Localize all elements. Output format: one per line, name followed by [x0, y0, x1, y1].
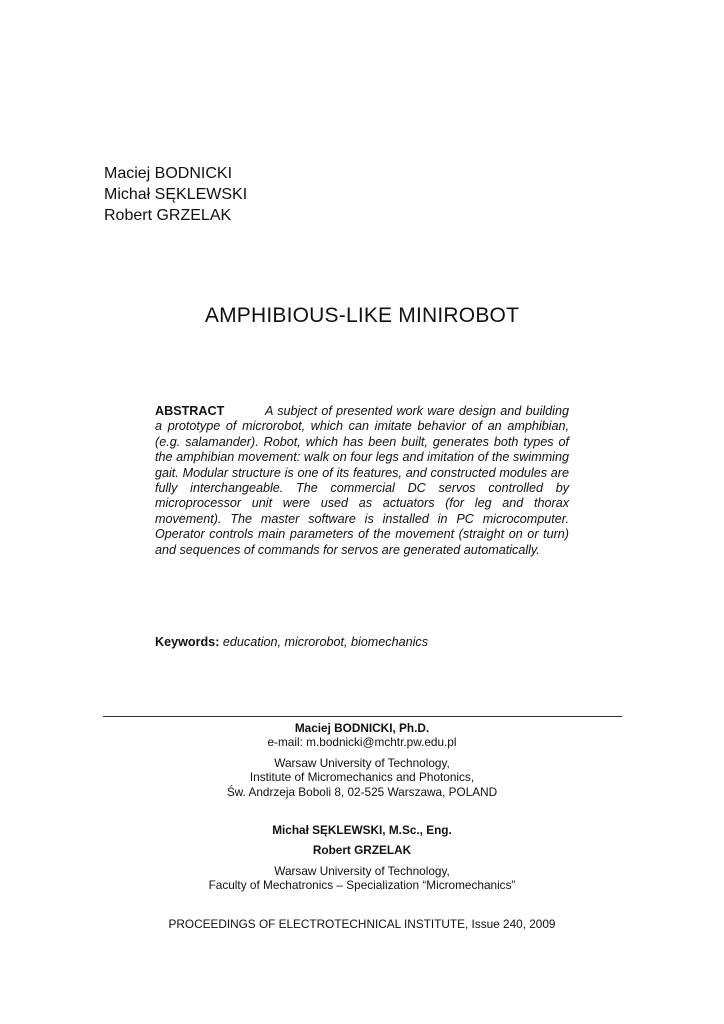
keywords-label: Keywords:	[155, 635, 220, 649]
affiliation-author-name: Michał SĘKLEWSKI, M.Sc., Eng.	[272, 823, 452, 837]
abstract-text: A subject of presented work ware design and building a prototype of microrobot, which can imitate behavior of an amphibian, (e.g. salamander). Robot, which has been built, generates both types of the amphibian movement: walk on four legs and imitation of the swimming gait. Modular structure is one of its features, and constructed modules are fully interchangeable. The commercial DC servos controlled by microprocessor unit were used as actuators (for leg and thorax movement). The master software is installed in PC microcomputer. Operator controls main parameters of the movement (straight on or turn) and sequences of commands for servos are generated automatically.	[155, 404, 569, 557]
author-name: Robert GRZELAK	[104, 207, 232, 224]
author-name: Michał SĘKLEWSKI	[104, 186, 248, 203]
affiliation-second	[0, 823, 724, 893]
author-name: Maciej BODNICKI	[104, 165, 233, 182]
paper-title: AMPHIBIOUS-LIKE MINIROBOT	[204, 304, 520, 327]
author-list	[104, 163, 247, 226]
abstract	[155, 404, 569, 558]
proceedings-footer: PROCEEDINGS OF ELECTROTECHNICAL INSTITUTE, Issue 240, 2009	[168, 917, 556, 931]
affiliation-org-line: Faculty of Mechatronics – Specialization “Micromechanics”	[208, 878, 516, 893]
affiliation-org-line: Warsaw University of Technology,	[274, 755, 450, 770]
affiliation-org-line: Warsaw University of Technology,	[274, 863, 450, 878]
keywords-list: education, microrobot, biomechanics	[222, 635, 428, 649]
affiliation-first	[0, 721, 724, 799]
affiliation-org-line: Institute of Micromechanics and Photonics,	[249, 770, 475, 785]
abstract-label: ABSTRACT	[155, 404, 225, 418]
affiliation-email: e-mail: m.bodnicki@mchtr.pw.edu.pl	[267, 735, 457, 750]
affiliation-address: Św. Andrzeja Boboli 8, 02-525 Warszawa, POLAND	[226, 784, 498, 799]
affiliation-author-name: Maciej BODNICKI, Ph.D.	[294, 721, 430, 735]
footnote-divider	[103, 716, 622, 717]
affiliation-author-name: Robert GRZELAK	[312, 843, 412, 858]
keywords	[155, 634, 428, 650]
